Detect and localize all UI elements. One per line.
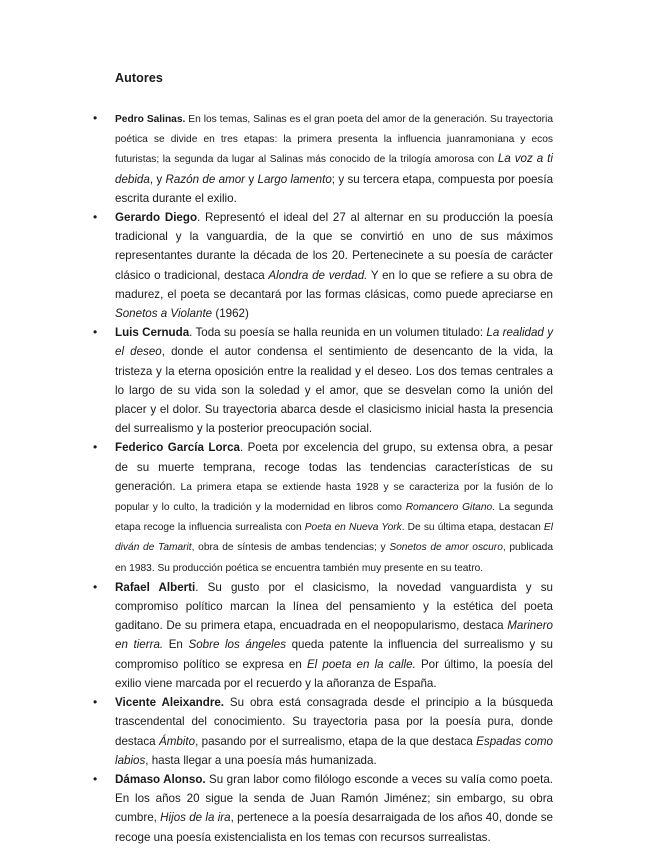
work-title: Marinero en tierra.: [115, 619, 553, 652]
author-text: Su obra está consagrada desde el principio a la búsqueda trascendental del conocimiento. Su trayectoria pasa por la poesía pura, donde destaca: [115, 696, 553, 748]
work-title: Alondra de verdad.: [268, 268, 368, 282]
work-title: Sonetos a Violante: [115, 307, 213, 321]
author-text: , y: [149, 172, 166, 186]
work-title: El poeta en la calle.: [306, 657, 416, 671]
work-title: Sonetos de amor oscuro: [389, 542, 503, 554]
author-text: Y en lo que se refiere a su obra de madurez, el poeta se decantará por las formas clásicas, como puede apreciarse en: [115, 268, 553, 301]
author-text: ; y su tercera etapa, compuesta por poesía escrita durante el exilio.: [115, 172, 554, 205]
bullet-icon: •: [93, 210, 98, 225]
work-title: Espadas como labios: [115, 734, 553, 767]
author-text: , pertenece a la poesía desarraigada de los años 40, donde se recoge una poesía existencialista en los temas con recursos surrealistas.: [115, 811, 553, 844]
author-text: (1962): [212, 307, 249, 321]
list-item-damaso-alonso: [0, 770, 553, 847]
author-text: , publicada en 1983. Su producción poética se encuentra también muy presente en su teatro.: [115, 542, 554, 574]
bullet-icon: •: [93, 695, 98, 710]
author-text: En: [163, 638, 189, 652]
work-title: Razón de amor: [165, 172, 246, 186]
author-text: . Representó el ideal del 27 al alternar en su producción la poesía tradicional y la vanguardia, de la que se convirtió en uno de sus máximos representantes durante la década de los 20. Pertenecinete a su poesía de carácter clásico o tradicional, destaca: [115, 211, 553, 282]
work-title: Poeta en Nueva York: [304, 522, 402, 534]
list-item-pedro-salinas: [0, 109, 553, 208]
author-text: , obra de síntesis de ambas tendencias; y: [191, 542, 390, 554]
list-item-luis-cernuda: [0, 323, 553, 438]
bullet-icon: •: [93, 325, 98, 340]
bullet-icon: •: [93, 440, 98, 455]
work-title: Romancero Gitano: [405, 502, 493, 514]
author-name: Luis Cernuda: [115, 326, 190, 340]
work-title: Ámbito: [158, 734, 196, 748]
author-name: Pedro Salinas.: [115, 114, 186, 125]
author-text: . De su última etapa, destacan: [401, 522, 544, 534]
list-item-federico-garcia-lorca: [0, 438, 553, 577]
author-text: . La segunda etapa recoge la influencia surrealista con: [115, 502, 553, 534]
authors-list: [0, 109, 655, 847]
bullet-icon: •: [93, 771, 98, 786]
author-text: , hasta llegar a una poesía más humanizada.: [145, 753, 377, 767]
section-title: Autores: [115, 71, 163, 85]
work-title: El diván de Tamarit: [115, 522, 553, 554]
bullet-icon: •: [93, 579, 98, 594]
author-name: Dámaso Alonso.: [115, 772, 206, 786]
list-item-gerardo-diego: [0, 208, 553, 323]
author-text: . Su gusto por el clasicismo, la novedad vanguardista y su compromiso político marcan la línea del pensamiento y la estética del poeta gaditano. De su primera etapa, encuadrada en el neopopularismo, destaca: [115, 580, 553, 633]
author-text: y: [245, 172, 258, 186]
author-text: , pasando por el surrealismo, etapa de la que destaca: [195, 734, 477, 748]
author-name: Rafael Alberti: [115, 580, 196, 594]
work-title: La realidad y el deseo: [115, 326, 553, 359]
author-text: Por último, la poesía del exilio viene marcada por el recuerdo y la añoranza de España.: [115, 657, 553, 690]
work-title: Hijos de la ira: [160, 811, 231, 825]
author-text: , donde el autor condensa el sentimiento de desencanto de la vida, la tristeza y la eterna oposición entre la realidad y el deseo. Los dos temas centrales a lo largo de su vida son la soledad y el amor, que se desvelan como la unión del placer y el dolor. Su trayectoria abarca desde el clasicismo inicial hasta la presencia del surrealismo y la posterior preocupación social.: [115, 345, 554, 436]
author-text: . Poeta por excelencia del grupo, su extensa obra, a pesar de su muerte temprana, recoge todas las tendencias características de su generación.: [115, 441, 553, 493]
author-text: En los temas, Salinas es el gran poeta del amor de la generación. Su trayectoria poética se divide en tres etapas: la primera presenta la influencia juanramoniana y ecos futuristas; la segunda da lugar al Salinas más conocido de la trilogía amorosa con: [115, 114, 553, 166]
author-text: . Toda su poesía se halla reunida en un volumen titulado:: [189, 326, 487, 340]
bullet-icon: •: [93, 111, 98, 125]
list-item-rafael-alberti: [0, 578, 553, 693]
author-name: Vicente Aleixandre.: [115, 696, 224, 710]
author-name: Federico García Lorca: [115, 441, 240, 455]
work-title: Largo lamento: [257, 172, 332, 186]
author-text: La primera etapa se extiende hasta 1928 y se caracteriza por la fusión de lo popular y lo culto, la tradición y la modernidad en libros como: [115, 481, 553, 514]
work-title: Sobre los ángeles: [188, 638, 286, 652]
author-text: queda patente la influencia del surrealismo y su compromiso político se expresa en: [115, 638, 553, 671]
list-item-vicente-aleixandre: [0, 693, 553, 770]
work-title: La voz a ti debida: [115, 152, 553, 186]
author-name: Gerardo Diego: [115, 211, 198, 225]
author-text: Su gran labor como filólogo esconde a veces su valía como poeta. En los años 20 sigue la senda de Juan Ramón Jiménez; sin embargo, su obra cumbre,: [115, 772, 554, 825]
